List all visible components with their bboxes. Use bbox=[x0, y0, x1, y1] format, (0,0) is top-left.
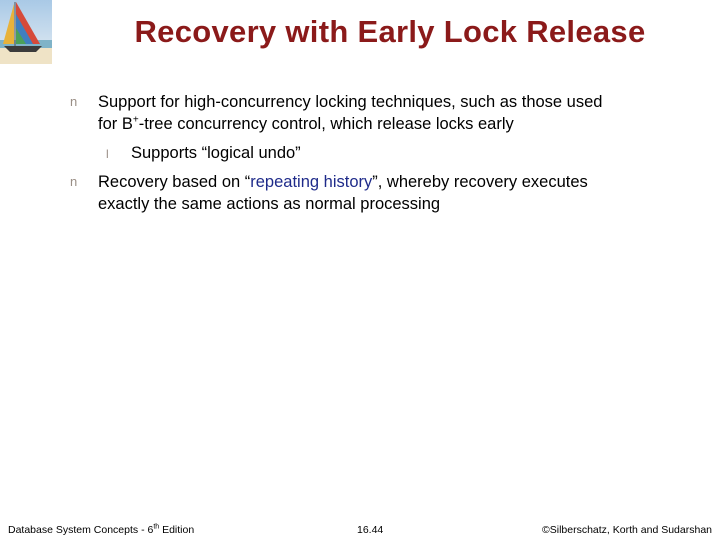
sub-bullet-logical-undo bbox=[106, 142, 691, 164]
bullet-line: Support for high-concurrency locking techniques, such as those used bbox=[98, 93, 603, 111]
sub-bullet-text: Supports “logical undo” bbox=[131, 144, 301, 162]
sailboat-logo bbox=[0, 0, 52, 64]
slide-title: Recovery with Early Lock Release bbox=[134, 14, 646, 49]
footer-book-title: Database System Concepts - 6th Edition bbox=[8, 523, 195, 536]
bullet-marker: n bbox=[70, 174, 78, 189]
bullet-item-repeating-history bbox=[70, 171, 688, 215]
bullet-line: for B+-tree concurrency control, which release locks early bbox=[98, 114, 514, 133]
bullet-line: Recovery based on “repeating history”, whereby recovery executes bbox=[98, 173, 588, 191]
sub-bullet-marker: l bbox=[106, 147, 109, 161]
highlight-term: repeating history bbox=[250, 173, 373, 191]
footer-copyright: ©Silberschatz, Korth and Sudarshan bbox=[542, 524, 712, 536]
footer-page-number: 16.44 bbox=[357, 524, 384, 536]
bullet-line: exactly the same actions as normal processing bbox=[98, 195, 441, 213]
bullet-item-early-lock-release bbox=[70, 91, 688, 135]
bullet-marker: n bbox=[70, 94, 78, 109]
